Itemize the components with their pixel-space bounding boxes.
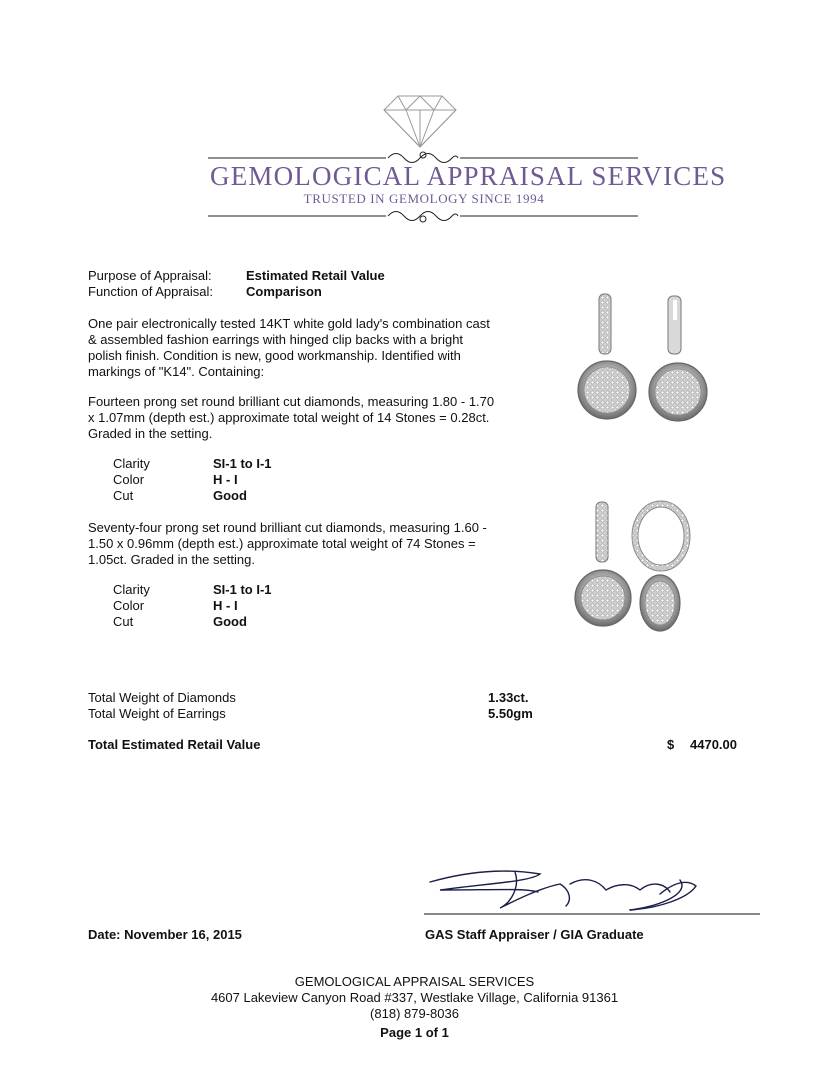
appraiser-title: GAS Staff Appraiser / GIA Graduate [425,927,644,942]
company-logo-title: GEMOLOGICAL APPRAISAL SERVICES [210,161,727,191]
total-retail-value: 4470.00 [690,737,737,752]
grade-value: H - I [213,598,238,613]
grade-value: SI-1 to I-1 [213,582,272,597]
grade-label: Clarity [113,582,150,597]
currency-symbol: $ [667,737,675,752]
total-retail-label: Total Estimated Retail Value [88,737,261,752]
grade-value: H - I [213,472,238,487]
stone-group-2-description: Seventy-four prong set round brilliant cut diamonds, measuring 1.60 - 1.50 x 0.96mm (depth est.) approximate total weight of 74 Stones = 1.05ct. Graded in the setting. [88,520,487,567]
purpose-label: Purpose of Appraisal: [88,268,212,283]
stone-group-1-description: Fourteen prong set round brilliant cut diamonds, measuring 1.80 - 1.70 x 1.07mm (depth est.) approximate total weight of 14 Stones = 0.28ct. Graded in the setting. [88,394,495,441]
grade-label: Color [113,472,145,487]
appraiser-signature [420,860,770,926]
bottom-ornament-rule [208,206,638,226]
total-earrings-value: 5.50gm [488,706,533,721]
company-tagline: TRUSTED IN GEMOLOGY SINCE 1994 [303,191,545,206]
total-earrings-label: Total Weight of Earrings [88,706,226,721]
grade-label: Color [113,598,145,613]
page-number: Page 1 of 1 [380,1025,449,1040]
grade-label: Clarity [113,456,150,471]
item-description: One pair electronically tested 14KT white gold lady's combination cast & assembled fashion earrings with hinged clip backs with a bright polish finish. Condition is new, good workmanship. Identified with markings of "K14". Containing: [88,316,490,379]
footer-company: GEMOLOGICAL APPRAISAL SERVICES [294,974,535,989]
diamond-logo-icon [380,92,460,150]
footer-address: 4607 Lakeview Canyon Road #337, Westlake Village, California 91361 [210,990,619,1005]
footer-phone: (818) 879-8036 [370,1006,459,1021]
earrings-side-photo [565,498,735,638]
grade-value: SI-1 to I-1 [213,456,272,471]
function-value: Comparison [246,284,322,299]
grade-value: Good [213,488,247,503]
purpose-value: Estimated Retail Value [246,268,385,283]
grade-value: Good [213,614,247,629]
total-diamonds-value: 1.33ct. [488,690,529,705]
grade-label: Cut [113,614,134,629]
grade-label: Cut [113,488,134,503]
function-label: Function of Appraisal: [88,284,214,299]
total-diamonds-label: Total Weight of Diamonds [88,690,236,705]
appraisal-date: Date: November 16, 2015 [88,927,242,942]
earrings-front-photo [565,290,735,430]
